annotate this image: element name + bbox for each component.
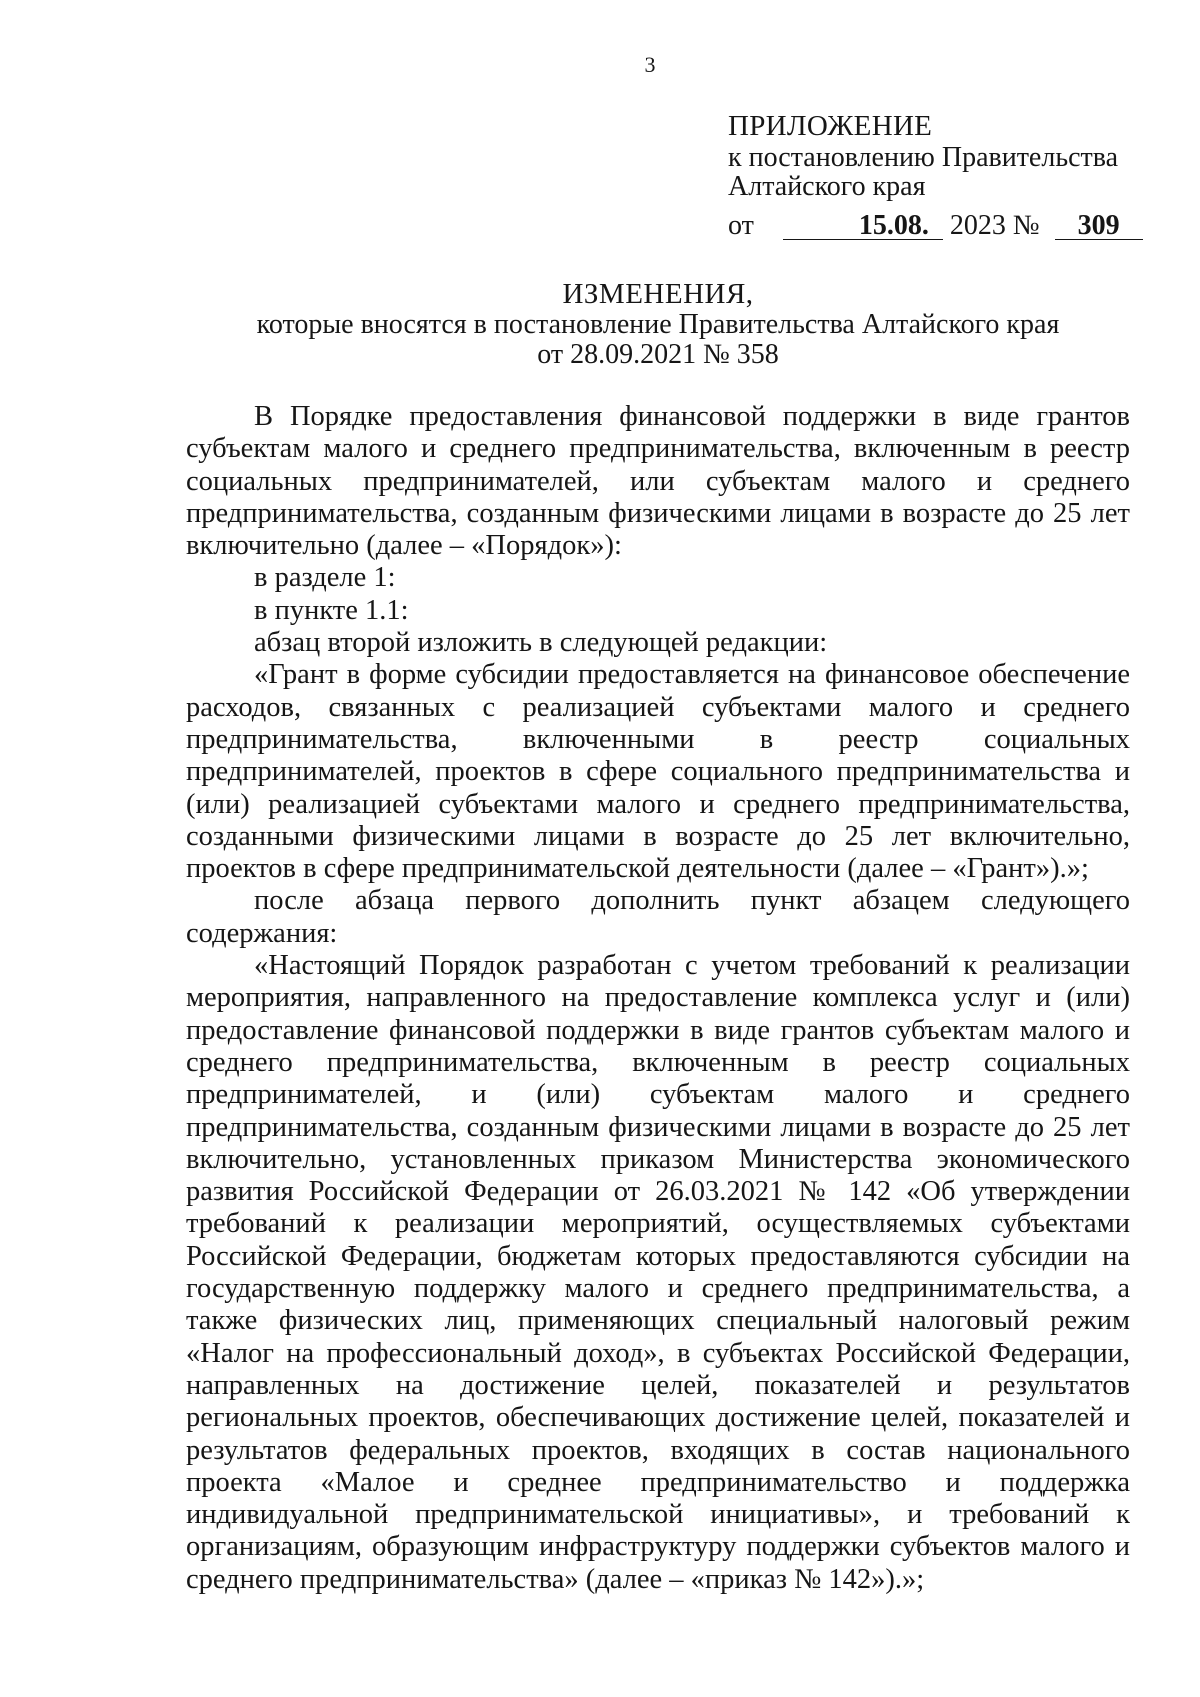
appendix-heading: ПРИЛОЖЕНИЕ [728,110,933,142]
paragraph-7: «Настоящий Порядок разработан с учетом требований к реализации мероприятия, направленного на предоставление комплекса услуг и (или) предоставление финансовой поддержки в виде грантов субъектам малого и среднего предпринимательства, включенным в реестр социальных предпринимателей, и (или) субъектам малого и среднего предпринимательства, созданным физическими лицами в возрасте до 25 лет включительно, установленных приказом Министерства экономического развития Российской Федерации от 26.03.2021 № 142 «Об утверждении требований к реализации мероприятий, осуществляемых субъектами Российской Федерации, бюджетам которых предоставляются субсидии на государственную поддержку малого и среднего предпринимательства, а также физических лиц, применяющих специальный налоговый режим «Налог на профессиональный доход», в субъектах Российской Федерации, направленных на достижение целей, показателей и результатов региональных проектов, обеспечивающих достижение целей, показателей и результатов федеральных проектов, входящих в состав национального проекта «Малое и среднее предпринимательство и поддержка индивидуальной предпринимательской инициативы», и требований к организациям, образующим инфраструктуру поддержки субъектов малого и среднего предпринимательства» (далее – «приказ № 142»).»; [186,950,1130,1595]
title-line-1: которые вносятся в постановление Правительства Алтайского края [256,308,1060,340]
document-number: 309 [1055,213,1143,240]
document-title: ИЗМЕНЕНИЯ, [562,278,754,310]
paragraph-4: абзац второй изложить в следующей редакции: [254,627,828,659]
year-text: 2023 № [949,210,1040,241]
paragraph-6: после абзаца первого дополнить пункт абзацем следующего содержания: [186,885,1130,949]
appendix-block [728,112,1143,240]
appendix-date-line [728,211,1143,240]
paragraph-5: «Грант в форме субсидии предоставляется на финансовое обеспечение расходов, связанных с реализацией субъектами малого и среднего предпринимательства, включенными в реестр социальных предпринимателей, проектов в сфере социального предпринимательства и (или) реализацией субъектами малого и среднего предпринимательства, созданными физическими лицами в возрасте до 25 лет включительно, проектов в сфере предпринимательской деятельности (далее – «Грант»).»; [186,659,1130,885]
paragraph-1: В Порядке предоставления финансовой поддержки в виде грантов субъектам малого и среднего предпринимательства, включенным в реестр социальных предпринимателей, или субъектам малого и среднего предпринимательства, созданным физическими лицами в возрасте до 25 лет включительно (далее – «Порядок»): [186,401,1130,562]
paragraph-3: в пункте 1.1: [254,594,409,626]
title-line-2: от 28.09.2021 № 358 [537,339,779,370]
appendix-line-1: к постановлению Правительства [728,142,1119,173]
paragraph-2: в разделе 1: [254,562,396,594]
appendix-line-2: Алтайского края [728,171,926,202]
page-number: 3 [644,52,656,77]
document-body [186,401,1130,1596]
date-value: 15.08. [783,213,943,240]
title-block [186,279,1130,371]
date-prefix: от [728,210,754,241]
